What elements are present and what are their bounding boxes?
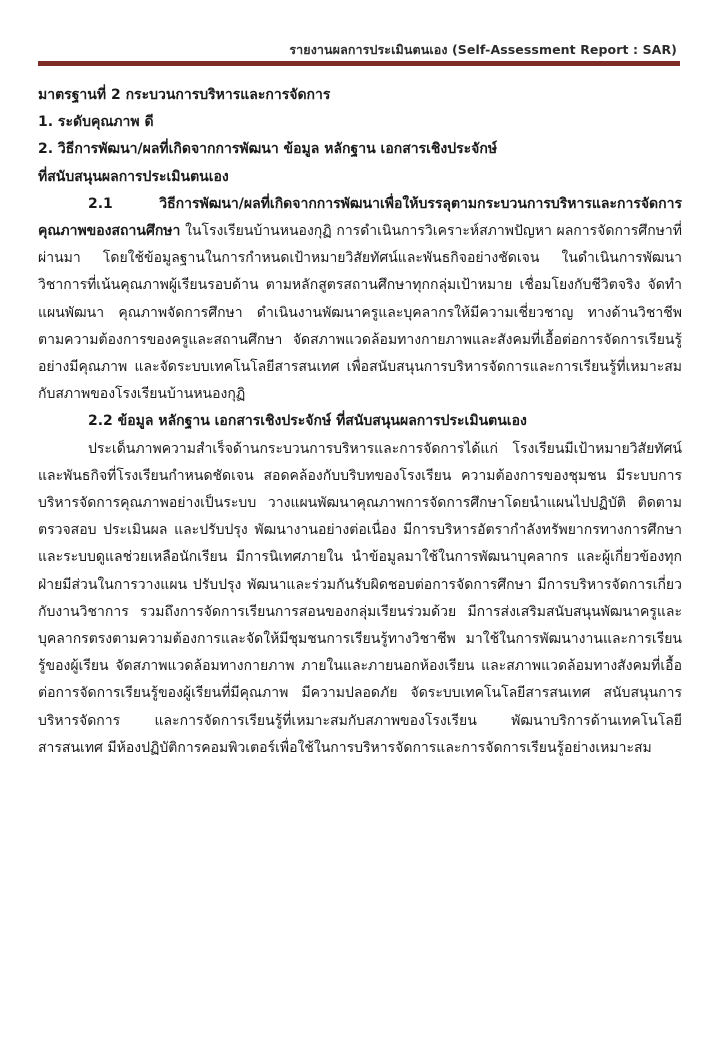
- report-header: รายงานผลการประเมินตนเอง (Self-Assessment Report : SAR): [289, 42, 677, 57]
- header-divider: [38, 61, 680, 66]
- standard-title: มาตรฐานที่ 2 กระบวนการบริหารและการจัดการ: [38, 87, 331, 103]
- section-2-1-body: ในโรงเรียนบ้านหนองกุฏิ การดำเนินการวิเคราะห์สภาพปัญหา ผลการจัดการศึกษาที่ผ่านมา โดยใช้ข้อมูลฐานในการกำหนดเป้าหมายวิสัยทัศน์และพันธกิจอย่างชัดเจน ในดำเนินการพัฒนาวิชาการที่เน้นคุณภาพผู้เรียนรอบด้าน ตามหลักสูตรสถานศึกษาทุกกลุ่มเป้าหมาย เชื่อมโยงกับชีวิตจริง จัดทำแผนพัฒนา คุณภาพจัดการศึกษา ดำเนินงานพัฒนาครูและบุคลากรให้มีความเชี่ยวชาญ ทางด้านวิชาชีพ ตามความต้องการของครูและสถานศึกษา จัดสภาพแวดล้อมทางกายภาพและสังคมที่เอื้อต่อการจัดการเรียนรู้อย่างมีคุณภาพ และจัดระบบเทคโนโลยีสารสนเทศ เพื่อสนับสนุนการบริหารจัดการและการเรียนรู้ที่เหมาะสมกับสภาพของโรงเรียนบ้านหนองกุฏิ: [38, 223, 682, 403]
- section-2-2-heading: 2.2 ข้อมูล หลักฐาน เอกสารเชิงประจักษ์ ที่สนับสนุนผลการประเมินตนเอง: [88, 413, 527, 430]
- section-2-heading-line-1: 2. วิธีการพัฒนา/ผลที่เกิดจากการพัฒนา ข้อมูล หลักฐาน เอกสารเชิงประจักษ์: [38, 141, 498, 158]
- quality-level: 1. ระดับคุณภาพ ดี: [38, 114, 154, 131]
- document-body: [38, 82, 682, 762]
- section-2-1-heading: 2.1 วิธีการพัฒนา/ผลที่เกิดจากการพัฒนาเพื่อให้บรรลุตามกระบวนการบริหารและการจัดการคุณภาพของสถานศึกษา: [38, 195, 682, 240]
- section-2-2-body: ประเด็นภาพความสำเร็จด้านกระบวนการบริหารและการจัดการได้แก่ โรงเรียนมีเป้าหมายวิสัยทัศน์ และพันธกิจที่โรงเรียนกำหนดชัดเจน สอดคล้องกับบริบทของโรงเรียน ความต้องการของชุมชน มีระบบการบริหารจัดการคุณภาพอย่างเป็นระบบ วางแผนพัฒนาคุณภาพการจัดการศึกษาโดยนำแผนไปปฏิบัติ ติดตาม ตรวจสอบ ประเมินผล และปรับปรุง พัฒนางานอย่างต่อเนื่อง มีการบริหารอัตรากำลังทรัพยากรทางการศึกษา และระบบดูแลช่วยเหลือนักเรียน มีการนิเทศภายใน นำข้อมูลมาใช้ในการพัฒนาบุคลากร และผู้เกี่ยวข้องทุกฝ่ายมีส่วนในการวางแผน ปรับปรุง พัฒนาและร่วมกันรับผิดชอบต่อการจัดการศึกษา มีการบริหารจัดการเกี่ยวกับงานวิชาการ รวมถึงการจัดการเรียนการสอนของกลุ่มเรียนร่วมด้วย มีการส่งเสริมสนับสนุนพัฒนาครูและบุคลากรตรงตามความต้องการและจัดให้มีชุมชนการเรียนรู้ทางวิชาชีพ มาใช้ในการพัฒนางานและการเรียนรู้ของผู้เรียน จัดสภาพแวดล้อมทางกายภาพ ภายในและภายนอกห้องเรียน และสภาพแวดล้อมทางสังคมที่เอื้อต่อการจัดการเรียนรู้ของผู้เรียนที่มีคุณภาพ มีความปลอดภัย จัดระบบเทคโนโลยีสารสนเทศ สนับสนุนการบริหารจัดการ และการจัดการเรียนรู้ที่เหมาะสมกับสภาพของโรงเรียน พัฒนาบริการด้านเทคโนโลยี สารสนเทศ มีห้องปฏิบัติการคอมพิวเตอร์เพื่อใช้ในการบริหารจัดการและการจัดการเรียนรู้อย่างเหมาะสม: [38, 440, 682, 756]
- section-2-1-paragraph: [38, 191, 682, 409]
- section-2-heading-line-2: ที่สนับสนุนผลการประเมินตนเอง: [38, 168, 229, 185]
- section-2-2-heading-paragraph: [38, 408, 682, 435]
